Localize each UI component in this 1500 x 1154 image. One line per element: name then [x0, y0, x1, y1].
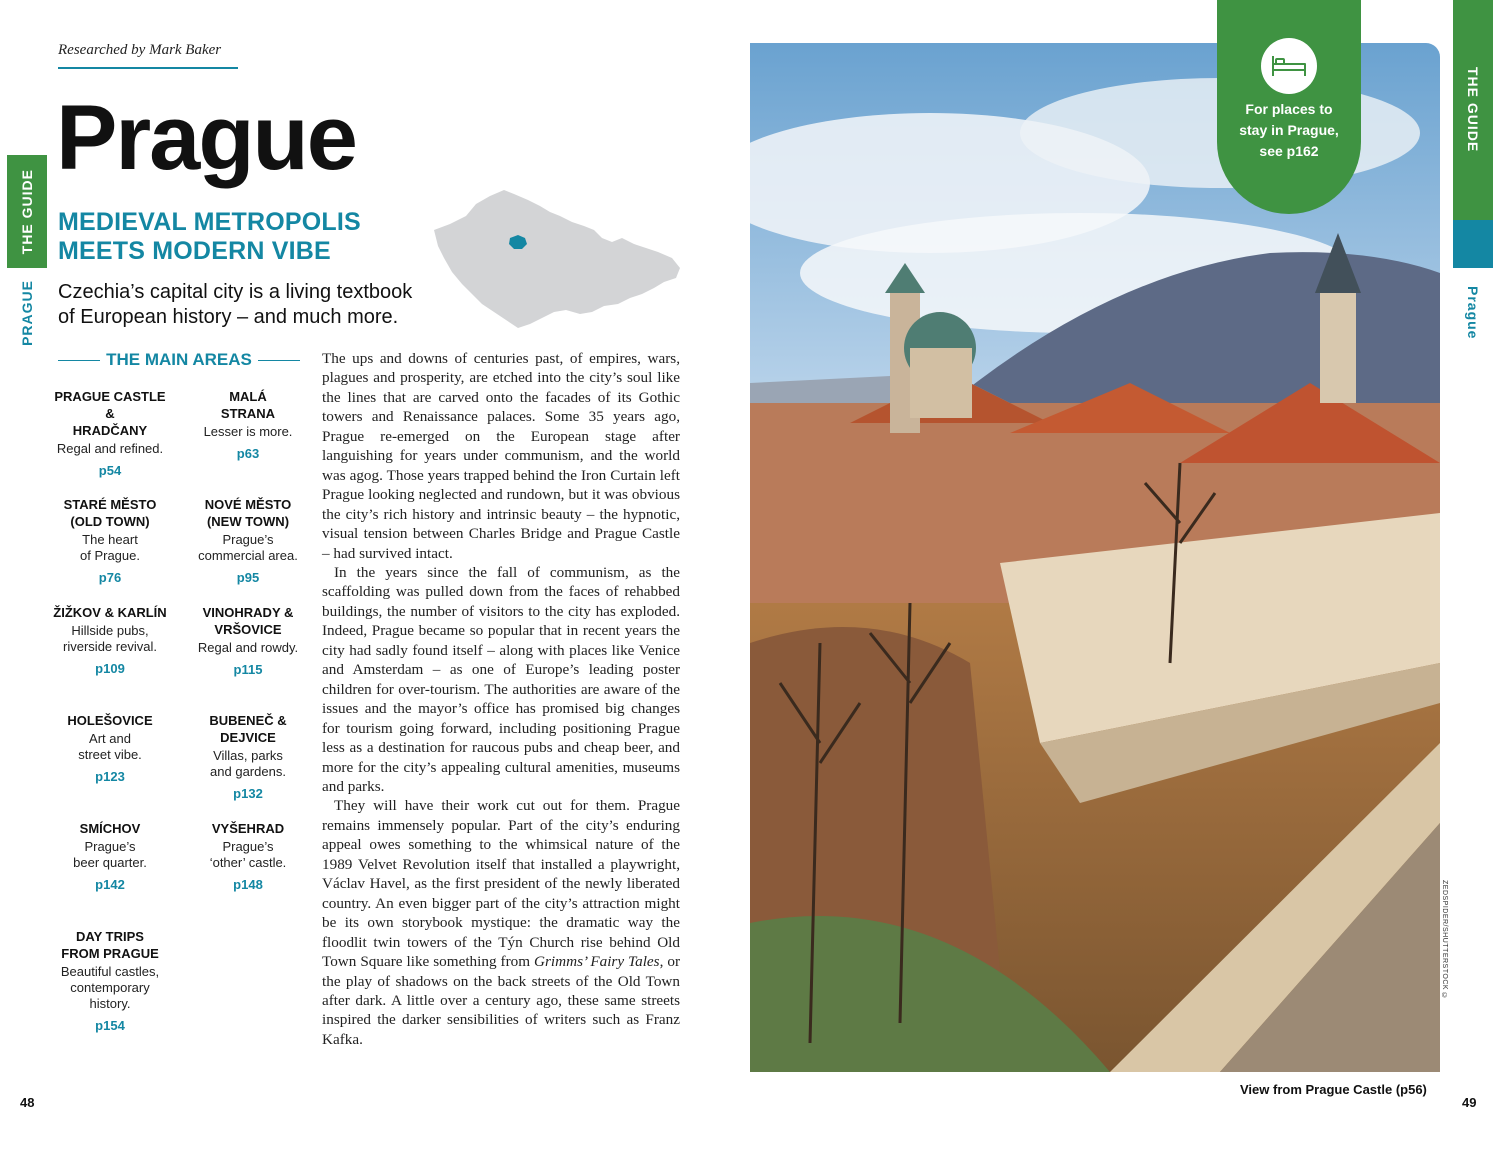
main-areas-rule-right: [258, 360, 300, 361]
area-name: PRAGUE CASTLE & HRADČANY: [54, 389, 166, 438]
stay-callout[interactable]: [1217, 0, 1361, 214]
area-desc: Regal and refined.: [56, 441, 164, 456]
area-page-link[interactable]: p76: [98, 570, 122, 585]
page-number-right: 49: [1462, 1095, 1477, 1110]
prague-photo-illustration: [750, 43, 1440, 1072]
area-page-link[interactable]: p115: [233, 662, 263, 677]
area-name: NOVÉ MĚSTO (NEW TOWN): [204, 497, 292, 529]
area-bubenec-dejvice[interactable]: [186, 712, 310, 820]
main-areas-rule-left: [58, 360, 100, 361]
area-desc: Art and street vibe.: [78, 731, 142, 762]
body-paragraph: The ups and downs of centuries past, of empires, wars, plagues and prosperity, are etched into the city’s soul like the lines that are carved onto the facades of its Gothic towers and Renaissance palaces. Some 35 years ago, Prague re-emerged on the European stage after languishing for years under communism, and the world was agog. Those years trapped behind the Iron Curtain left Prague looking neglected and rundown, but it was obvious the city’s rich history and intrinsic beauty – the hypnotic, visual tension between Charles Bridge and Prague Castle – had survived intact.: [322, 350, 680, 562]
side-tab-prague-label: PRAGUE: [19, 280, 35, 346]
side-tab-the-guide-label: THE GUIDE: [19, 168, 35, 255]
area-vinohrady-vrsovice[interactable]: [186, 604, 310, 712]
side-tab-prague-right[interactable]: [1453, 268, 1493, 358]
area-name: VINOHRADY & VRŠOVICE: [202, 605, 294, 637]
area-name: DAY TRIPS FROM PRAGUE: [61, 929, 159, 961]
author-credit: Researched by Mark Baker: [58, 42, 222, 58]
area-page-link[interactable]: p123: [95, 769, 125, 784]
page-number-left: 48: [20, 1095, 35, 1110]
author-credit-rule: [58, 67, 238, 69]
area-vysehrad[interactable]: [186, 820, 310, 928]
side-tab-the-guide-left[interactable]: [7, 155, 47, 268]
area-desc: Villas, parks and gardens.: [210, 748, 286, 779]
area-name: STARÉ MĚSTO (OLD TOWN): [63, 497, 157, 529]
area-name: ŽIŽKOV & KARLÍN: [53, 605, 167, 620]
body-p3-text-end: , or the play of shadows on the back streets of the Old Town after dark. A little over a century ago, these same streets inspired the darker sensibilities of writers such as Franz Kafka.: [322, 953, 681, 1048]
photo-caption: View from Prague Castle (p56): [1240, 1082, 1427, 1097]
area-desc: Beautiful castles, contemporary history.: [60, 964, 160, 1011]
photo-credit: ZEDSPIDER/SHUTTERSTOCK ©: [1441, 880, 1448, 1000]
czechia-shape: [434, 190, 680, 328]
area-day-trips[interactable]: [48, 928, 172, 1036]
main-areas-list: [48, 388, 310, 1036]
area-holesovice[interactable]: [48, 712, 172, 820]
area-stare-mesto[interactable]: [48, 496, 172, 604]
body-paragraph: [322, 796, 680, 1049]
area-page-link[interactable]: p63: [236, 446, 260, 461]
area-smichov[interactable]: [48, 820, 172, 928]
main-areas-heading: THE MAIN AREAS: [106, 350, 252, 369]
area-page-link[interactable]: p154: [95, 1018, 125, 1033]
side-tab-prague-left[interactable]: [7, 268, 47, 358]
area-desc: Prague’s commercial area.: [198, 532, 298, 563]
area-desc: Hillside pubs, riverside revival.: [63, 623, 157, 654]
body-paragraph: In the years since the fall of communism, as the scaffolding was pulled down from the faces of rehabbed buildings, the number of visitors to the city has exploded. Indeed, Prague became so popular that in recent years the city had sadly found itself – along with places like Venice and Amsterdam – as one of Europe’s leading poster children for over-tourism. The authorities are aware of the issues and the mayor’s office has promised big changes for tourism going forward, including positioning Prague less as a destination for raucous pubs and cheap beer, and more for the city’s appealing cultural amenities, museums and parks.: [322, 563, 680, 795]
prague-photo: [750, 43, 1440, 1072]
area-name: HOLEŠOVICE: [67, 713, 153, 728]
bed-icon-circle: [1261, 38, 1317, 94]
page-subtitle: MEDIEVAL METROPOLIS MEETS MODERN VIBE: [58, 208, 361, 265]
czechia-locator-map: [432, 186, 682, 331]
area-desc: The heart of Prague.: [80, 532, 140, 563]
area-desc: Prague’s ‘other’ castle.: [209, 839, 287, 870]
body-p3-italic: Grimms’ Fairy Tales: [534, 953, 660, 971]
body-p3-text: They will have their work cut out for them. Prague remains immensely popular. Part of the city’s enduring appeal owes something to the whimsical nature of the 1989 Velvet Revolution itself that installed a playwright, Václav Havel, as the first president of the newly liberated country. An even bigger part of the city’s attraction might be its own storybook mystique: the dramatic way the floodlit twin towers of the Týn Church rise behind Old Town Square like something from: [322, 797, 680, 971]
area-desc: Regal and rowdy.: [197, 640, 299, 655]
area-page-link[interactable]: p109: [95, 661, 125, 676]
area-page-link[interactable]: p132: [233, 786, 263, 801]
side-tab-the-guide-right[interactable]: [1453, 0, 1493, 220]
intro-text: Czechia’s capital city is a living textbook of European history – and much more.: [58, 281, 413, 328]
area-nove-mesto[interactable]: [186, 496, 310, 604]
area-page-link[interactable]: p54: [98, 463, 122, 478]
area-name: VYŠEHRAD: [211, 821, 285, 836]
area-desc: Lesser is more.: [203, 424, 293, 439]
area-page-link[interactable]: p148: [233, 877, 263, 892]
main-areas-header: [58, 350, 300, 370]
side-tab-prague-right-label: Prague: [1465, 286, 1481, 340]
stay-callout-text: For places to stay in Prague, see p162: [1239, 101, 1339, 159]
area-prague-castle[interactable]: [48, 388, 172, 496]
area-name: MALÁ STRANA: [220, 389, 276, 421]
area-page-link[interactable]: p95: [236, 570, 260, 585]
area-name: BUBENEČ & DEJVICE: [209, 713, 287, 745]
side-tab-marker: [1453, 220, 1493, 268]
bed-icon: [1270, 54, 1308, 78]
area-name: SMÍCHOV: [79, 821, 141, 836]
area-mala-strana[interactable]: [186, 388, 310, 496]
area-page-link[interactable]: p142: [95, 877, 125, 892]
area-desc: Prague’s beer quarter.: [73, 839, 147, 870]
page-title: Prague: [56, 87, 356, 189]
area-zizkov-karlin[interactable]: [48, 604, 172, 712]
side-tab-the-guide-right-label: THE GUIDE: [1465, 67, 1481, 153]
body-text: [322, 349, 680, 1049]
